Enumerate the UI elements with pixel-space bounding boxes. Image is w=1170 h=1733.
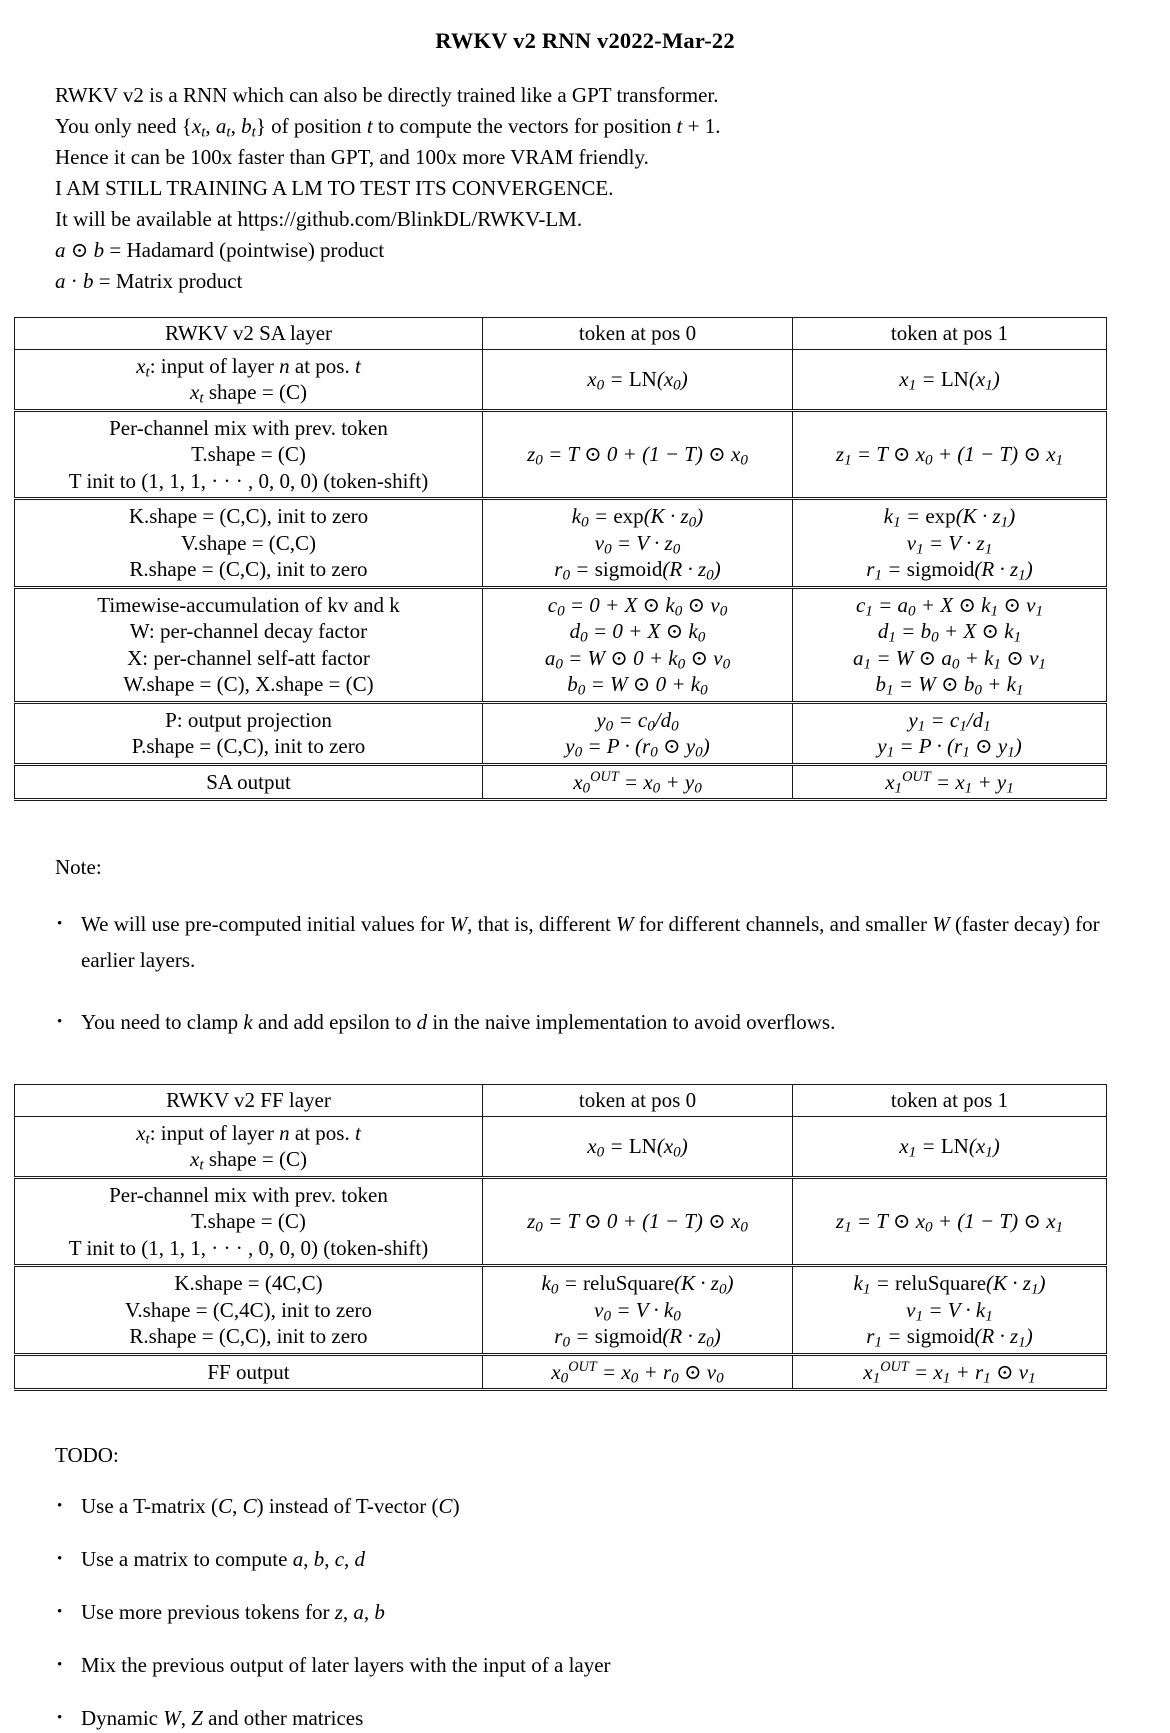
note-bullet-initial-w: • We will use pre-computed initial values for W, that is, different W for different channels, and smaller W (faster decay) for earlier layers.: [55, 906, 1117, 978]
pos1-formula-cell: $k_1 = \exp(K \cdot z_1)$ $v_1 = V \cdot z_1$ $r_1$ = sigmoid(R · $z_1$): [793, 499, 1107, 588]
ff-row-output: [15, 1354, 1107, 1390]
ff-header-layer: RWKV v2 FF layer: [15, 1085, 483, 1117]
pos1-formula-cell: $z_1 = T$ ⊙ $x_0 + (1 - T)$ ⊙ $x_1$: [793, 410, 1107, 499]
intro-line-3: Hence it can be 100x faster than GPT, and 100x more VRAM friendly.: [55, 145, 649, 169]
row-description-cell: K.shape = (4C,C) V.shape = (C,4C), init to zero R.shape = (C,C), init to zero: [15, 1266, 483, 1355]
pos1-formula-cell: $x_1 = LN(x_1)$: [793, 349, 1107, 410]
sa-row-token-mix: [15, 410, 1107, 499]
intro-line-repo-url: It will be available at https://github.com/BlinkDL/RWKV-LM.: [55, 207, 583, 231]
intro-line-4: I AM STILL TRAINING A LM TO TEST ITS CONVERGENCE.: [55, 176, 614, 200]
ff-row-input: [15, 1116, 1107, 1177]
row-description-cell: SA output: [15, 764, 483, 800]
document-page: [0, 28, 1170, 1733]
page-title: RWKV v2 RNN v2022-Mar-22: [435, 28, 735, 53]
pos1-formula-cell: $k_1$ = reluSquare(K · $z_1$) $v_1 = V \cdot k_1$ $r_1$ = sigmoid(R · $z_1$): [793, 1266, 1107, 1355]
row-description-cell: Per-channel mix with prev. token T.shape = (C) T init to (1, 1, 1, · · · , 0, 0, 0) (token-shift): [15, 410, 483, 499]
note-bullet-clamp-k: • You need to clamp k and add epsilon to d in the naive implementation to avoid overflows.: [55, 1004, 1117, 1040]
intro-line-1: RWKV v2 is a RNN which can also be directly trained like a GPT transformer.: [55, 83, 719, 107]
todo-bullet-mix-output: • Mix the previous output of later layers with the input of a layer: [55, 1651, 1117, 1680]
row-description-cell: P: output projection P.shape = (C,C), init to zero: [15, 702, 483, 764]
pos1-formula-cell: $c_1 = a_0 + X$ ⊙ $k_1$ ⊙ $v_1$ $d_1 = b_0 + X$ ⊙ $k_1$ $a_1 = W$ ⊙ $a_0 + k_1$ ⊙ $v_1$ $b_1 = W$ ⊙ $b_0 + k_1$: [793, 587, 1107, 702]
intro-paragraph: [55, 80, 1115, 297]
intro-line-2: You only need {$x_t$, $a_t$, $b_t$} of position t to compute the vectors for position t + 1.: [55, 114, 721, 141]
pos0-formula-cell: $x_0 = LN(x_0)$: [483, 1116, 793, 1177]
sa-row-input: [15, 349, 1107, 410]
pos1-formula-cell: $x_1^{OUT} = x_1 + y_1$: [793, 764, 1107, 800]
row-description-cell: $x_t$: input of layer n at pos. t $x_t$ shape = (C): [15, 349, 483, 410]
row-description-cell: Timewise-accumulation of kv and k W: per-channel decay factor X: per-channel self-att factor W.shape = (C), X.shape = (C): [15, 587, 483, 702]
row-description-cell: FF output: [15, 1354, 483, 1390]
ff-header-pos0: token at pos 0: [483, 1085, 793, 1117]
todo-bullet-dynamic-w: • Dynamic W, Z and other matrices: [55, 1704, 1117, 1733]
pos0-formula-cell: $k_0$ = reluSquare(K · $z_0$) $v_0 = V \cdot k_0$ $r_0$ = sigmoid(R · $z_0$): [483, 1266, 793, 1355]
ff-table-header-row: [15, 1085, 1107, 1117]
sa-header-pos1: token at pos 1: [793, 318, 1107, 350]
ff-row-token-mix: [15, 1177, 1107, 1266]
todo-bullet-more-tokens: • Use more previous tokens for z, a, b: [55, 1598, 1117, 1627]
sa-layer-table: [14, 317, 1107, 801]
ff-row-kvr: [15, 1266, 1107, 1355]
note-list: [55, 906, 1117, 1040]
sa-row-accumulation: [15, 587, 1107, 702]
pos0-formula-cell: $c_0 = 0 + X$ ⊙ $k_0$ ⊙ $v_0$ $d_0 = 0 + X$ ⊙ $k_0$ $a_0 = W$ ⊙ $0 + k_0$ ⊙ $v_0$ $b_0 = W$ ⊙ $0 + k_0$: [483, 587, 793, 702]
pos1-formula-cell: $y_1 = c_1/d_1$ $y_1 = P \cdot (r_1$ ⊙ $y_1$): [793, 702, 1107, 764]
pos1-formula-cell: $x_1 = LN(x_1)$: [793, 1116, 1107, 1177]
ff-layer-table: [14, 1084, 1107, 1391]
todo-label: TODO:: [55, 1443, 119, 1467]
pos1-formula-cell: $z_1 = T$ ⊙ $x_0 + (1 - T)$ ⊙ $x_1$: [793, 1177, 1107, 1266]
pos0-formula-cell: $x_0 = LN(x_0)$: [483, 349, 793, 410]
row-description-cell: Per-channel mix with prev. token T.shape = (C) T init to (1, 1, 1, · · · , 0, 0, 0) (token-shift): [15, 1177, 483, 1266]
pos1-formula-cell: $x_1^{OUT} = x_1 + r_1$ ⊙ $v_1$: [793, 1354, 1107, 1390]
pos0-formula-cell: $z_0 = T$ ⊙ 0 + (1 − T) ⊙ $x_0$: [483, 410, 793, 499]
sa-table-header-row: [15, 318, 1107, 350]
row-description-cell: $x_t$: input of layer n at pos. t $x_t$ shape = (C): [15, 1116, 483, 1177]
pos0-formula-cell: $k_0 = \exp(K \cdot z_0)$ $v_0 = V \cdot z_0$ $r_0$ = sigmoid(R · $z_0$): [483, 499, 793, 588]
sa-header-layer: RWKV v2 SA layer: [15, 318, 483, 350]
pos0-formula-cell: $y_0 = c_0/d_0$ $y_0 = P \cdot (r_0$ ⊙ $y_0$): [483, 702, 793, 764]
todo-bullet-matrix-abcd: • Use a matrix to compute a, b, c, d: [55, 1545, 1117, 1574]
pos0-formula-cell: $x_0^{OUT} = x_0 + y_0$: [483, 764, 793, 800]
pos0-formula-cell: $z_0 = T$ ⊙ 0 + (1 − T) ⊙ $x_0$: [483, 1177, 793, 1266]
sa-header-pos0: token at pos 0: [483, 318, 793, 350]
note-label: Note:: [55, 855, 102, 879]
ff-header-pos1: token at pos 1: [793, 1085, 1107, 1117]
sa-row-projection: [15, 702, 1107, 764]
intro-line-hadamard-def: a ⊙ b = Hadamard (pointwise) product: [55, 238, 385, 262]
sa-row-kvr: [15, 499, 1107, 588]
todo-list: [55, 1492, 1117, 1733]
intro-line-matrix-def: a · b = Matrix product: [55, 269, 243, 293]
sa-row-output: [15, 764, 1107, 800]
row-description-cell: K.shape = (C,C), init to zero V.shape = (C,C) R.shape = (C,C), init to zero: [15, 499, 483, 588]
todo-bullet-t-matrix: • Use a T-matrix (C, C) instead of T-vector (C): [55, 1492, 1117, 1521]
pos0-formula-cell: $x_0^{OUT} = x_0 + r_0$ ⊙ $v_0$: [483, 1354, 793, 1390]
